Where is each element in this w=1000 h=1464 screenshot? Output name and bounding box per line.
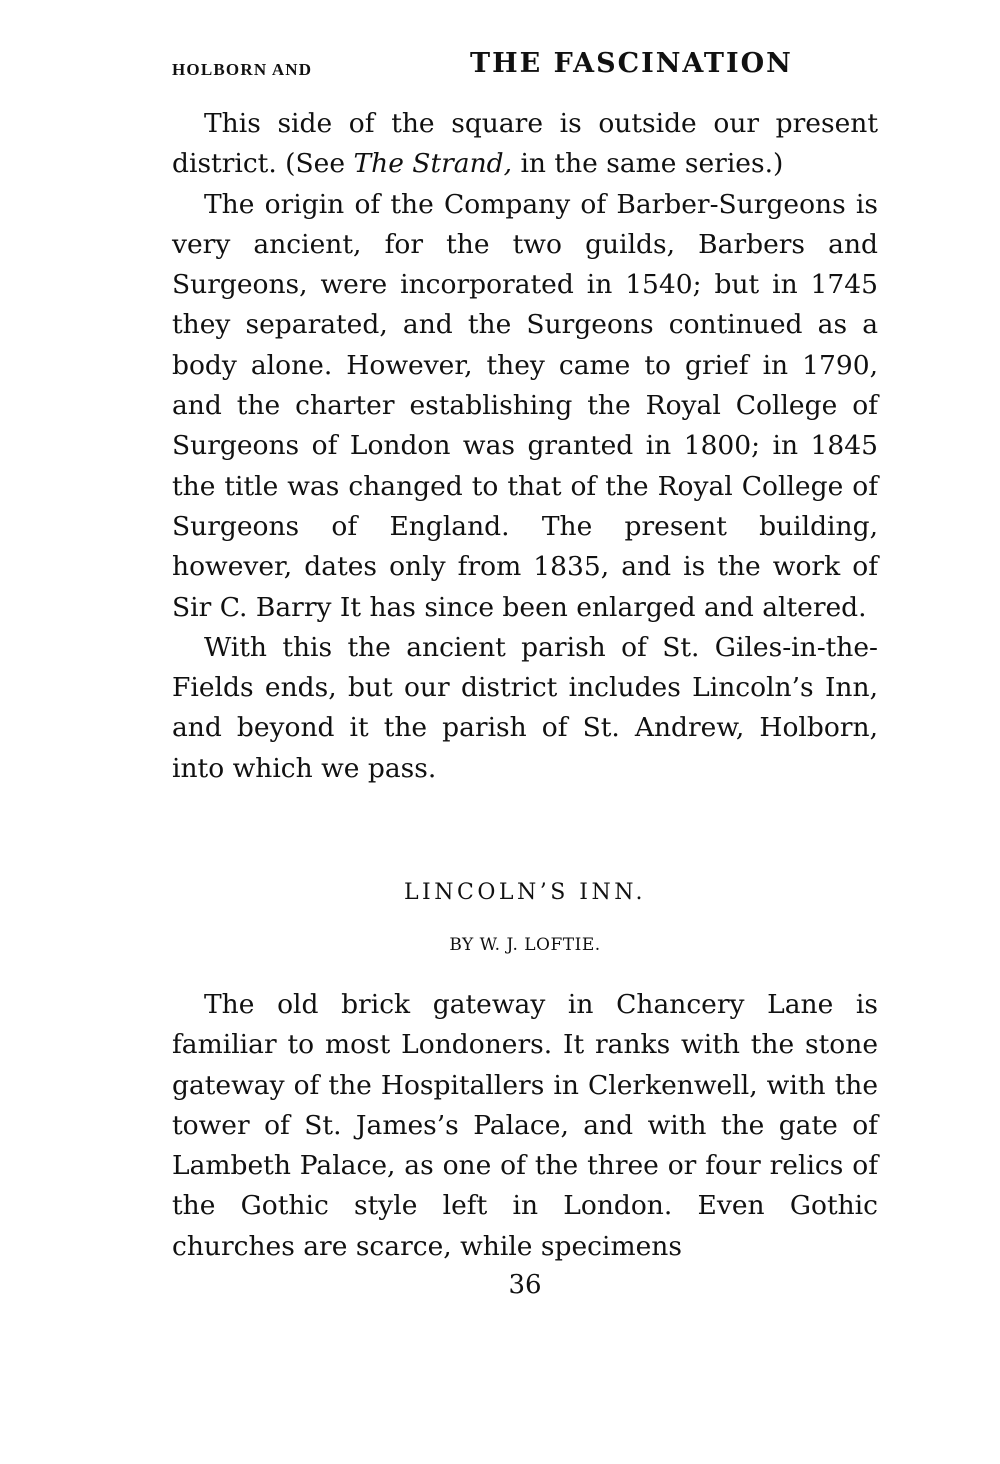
running-head-title: THE FASCINATION	[470, 48, 793, 79]
byline: BY W. J. LOFTIE.	[449, 935, 601, 955]
paragraph-st-giles: With this the ancient parish of St. Giles-in-the-Fields ends, but our district includes Lincoln’s Inn, and beyond it the parish of St. Andrew, Holborn, into which we pass.	[172, 631, 878, 784]
page-number: 36	[508, 1270, 542, 1300]
paragraph-strand-note	[172, 104, 878, 185]
running-head-left: HOLBORN AND	[172, 60, 313, 79]
paragraph-chancery-lane: The old brick gateway in Chancery Lane is familiar to most Londoners. It ranks with the stone gateway of the Hospitallers in Clerkenwell, with the tower of St. James’s Palace, and with the gate of Lambeth Palace, as one of the three or four relics of the Gothic style left in London. Even Gothic churches are scarce, while specimens	[172, 989, 878, 1262]
body-text-bottom	[172, 985, 878, 1267]
book-title-italic: The Strand,	[353, 148, 513, 180]
paragraph-strand-note-after: in the same series.)	[512, 148, 784, 180]
paragraph-strand-note-before: This side of the square is outside our present district. (See	[172, 108, 878, 180]
body-text-top	[172, 104, 878, 789]
running-head	[172, 48, 872, 88]
section-title: LINCOLN’S INN.	[403, 880, 647, 905]
paragraph-barber-surgeons: The origin of the Company of Barber-Surgeons is very ancient, for the two guilds, Barbers and Surgeons, were incorporated in 1540; but in 1745 they separated, and the Surgeons continued as a body alone. However, they came to grief in 1790, and the charter establishing the Royal College of Surgeons of London was granted in 1800; in 1845 the title was changed to that of the Royal College of Surgeons of England. The present building, however, dates only from 1835, and is the work of Sir C. Barry It has since been enlarged and altered.	[172, 188, 878, 623]
